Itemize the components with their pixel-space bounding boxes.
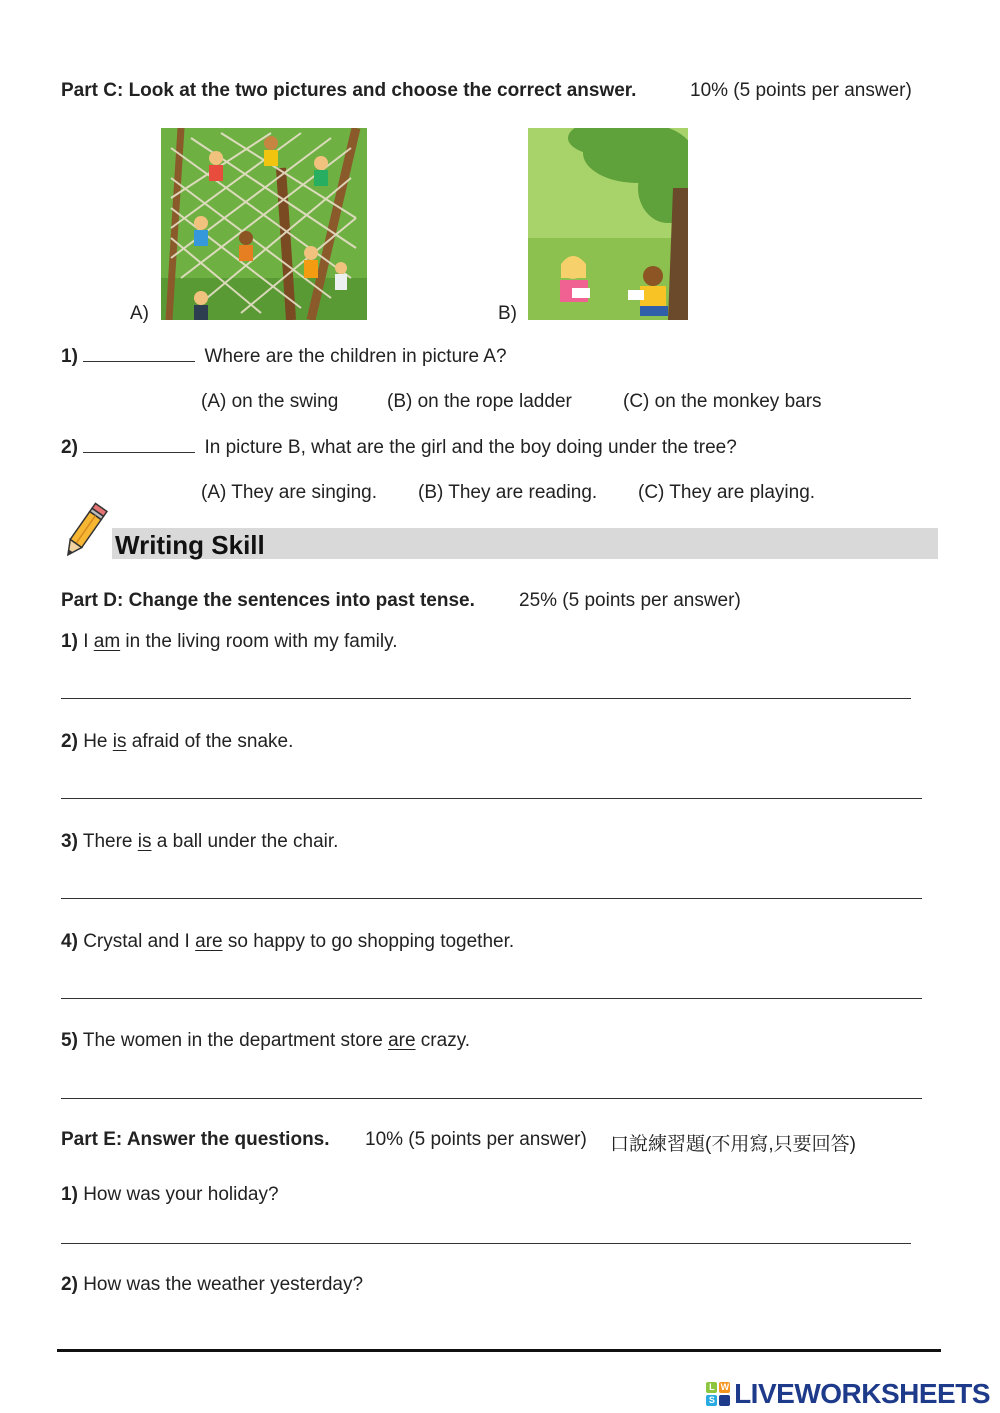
q1-option-a: (A) on the swing <box>201 391 339 412</box>
part-e-item-1 <box>61 1184 279 1206</box>
q2-option-b: (B) They are reading. <box>418 482 598 503</box>
answer-blank[interactable] <box>83 345 195 362</box>
sentence-start: I <box>83 631 94 652</box>
footer-rule <box>57 1349 941 1352</box>
answer-line-4[interactable] <box>61 998 922 999</box>
picture-b <box>528 128 688 320</box>
part-d-item-2 <box>61 731 293 753</box>
sentence-start: He <box>83 731 113 752</box>
part-d-item-4 <box>61 931 514 953</box>
question-1 <box>61 345 507 368</box>
part-d-heading: Part D: Change the sentences into past tense. <box>61 590 475 611</box>
part-c-score: 10% (5 points per answer) <box>690 80 912 101</box>
question-2 <box>61 436 737 459</box>
item-number: 1) <box>61 1184 78 1205</box>
item-number: 5) <box>61 1030 78 1051</box>
question-text: How was your holiday? <box>83 1184 279 1205</box>
answer-blank[interactable] <box>83 436 195 453</box>
item-number: 3) <box>61 831 78 852</box>
item-number: 2) <box>61 1274 78 1295</box>
writing-skill-title: Writing Skill <box>115 530 265 560</box>
sentence-start: There <box>82 831 138 852</box>
question-number: 2) <box>61 437 78 458</box>
question-text: Where are the children in picture A? <box>204 346 507 367</box>
part-d-item-3 <box>61 831 338 853</box>
logo-text: LIVEWORKSHEETS <box>734 1378 990 1409</box>
logo-mark-icon <box>706 1382 730 1406</box>
answer-line-2[interactable] <box>61 798 922 799</box>
part-c-heading: Part C: Look at the two pictures and choose the correct answer. <box>61 80 637 101</box>
part-e-score: 10% (5 points per answer) <box>365 1129 587 1150</box>
sentence-start: The women in the department store <box>82 1030 389 1051</box>
item-number: 4) <box>61 931 78 952</box>
underlined-verb: am <box>93 631 121 652</box>
answer-line-1[interactable] <box>61 698 911 699</box>
sentence-start: Crystal and I <box>83 931 196 952</box>
answer-line-e1[interactable] <box>61 1243 911 1244</box>
part-d-score: 25% (5 points per answer) <box>519 590 741 611</box>
q2-option-a: (A) They are singing. <box>201 482 378 503</box>
underlined-verb: are <box>195 931 223 952</box>
part-e-heading: Part E: Answer the questions. <box>61 1129 330 1150</box>
q1-option-c: (C) on the monkey bars <box>623 391 822 412</box>
sentence-end: in the living room with my family. <box>120 631 398 652</box>
liveworksheets-logo[interactable] <box>706 1378 990 1410</box>
logo-letter: L <box>706 1382 717 1393</box>
part-d-item-1 <box>61 631 398 653</box>
question-number: 1) <box>61 346 78 367</box>
q2-option-c: (C) They are playing. <box>638 482 816 503</box>
sentence-end: so happy to go shopping together. <box>222 931 515 952</box>
picture-b-label: B) <box>498 303 517 324</box>
sentence-end: crazy. <box>415 1030 471 1051</box>
answer-line-3[interactable] <box>61 898 922 899</box>
underlined-verb: are <box>388 1030 416 1051</box>
pencil-icon <box>58 500 110 570</box>
picture-a-label: A) <box>130 303 149 324</box>
q1-option-b: (B) on the rope ladder <box>387 391 572 412</box>
underlined-verb: is <box>137 831 152 852</box>
logo-letter: S <box>706 1395 717 1406</box>
picture-a <box>161 128 367 320</box>
sentence-end: a ball under the chair. <box>151 831 339 852</box>
logo-letter: W <box>720 1382 729 1392</box>
question-text: In picture B, what are the girl and the boy doing under the tree? <box>204 437 737 458</box>
part-d-item-5 <box>61 1030 470 1052</box>
part-e-note: 口說練習題(不用寫,只要回答) <box>610 1134 856 1155</box>
underlined-verb: is <box>112 731 127 752</box>
sentence-end: afraid of the snake. <box>126 731 294 752</box>
item-number: 2) <box>61 731 78 752</box>
part-e-item-2 <box>61 1274 363 1296</box>
answer-line-5[interactable] <box>61 1098 922 1099</box>
question-text: How was the weather yesterday? <box>83 1274 364 1295</box>
item-number: 1) <box>61 631 78 652</box>
